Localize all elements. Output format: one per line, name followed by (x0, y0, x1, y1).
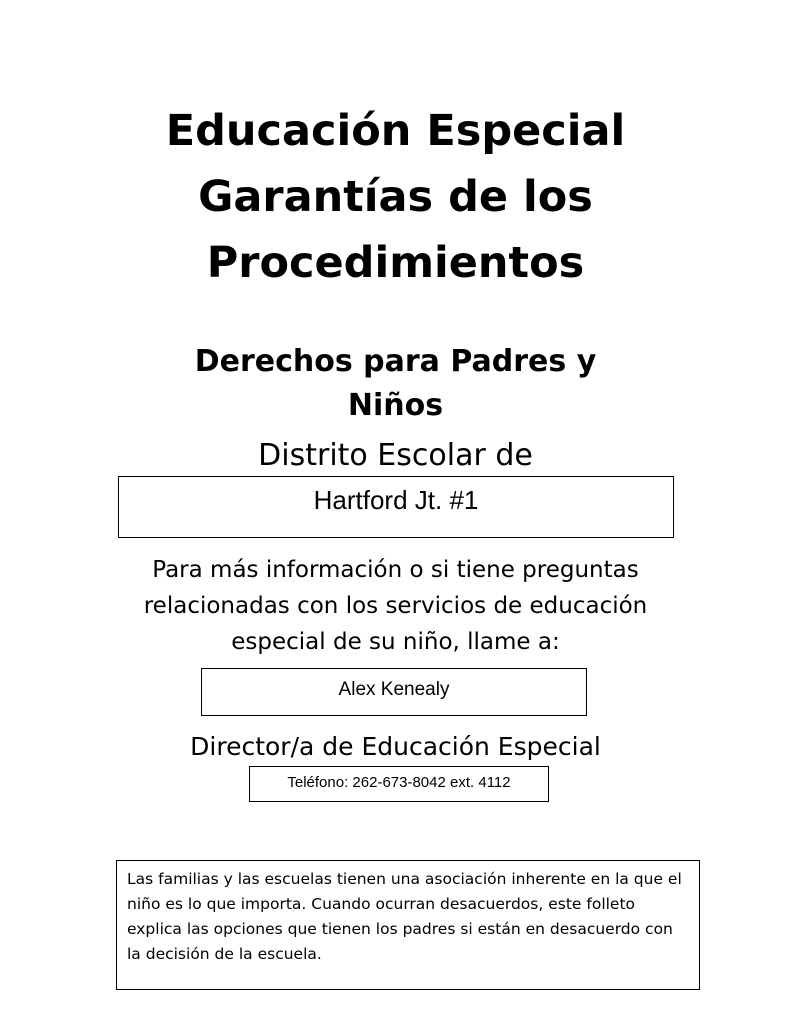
note-box (116, 860, 700, 990)
info-line-1: Para más información o si tiene preguntas (152, 557, 639, 583)
district-name-box (118, 476, 674, 538)
title-line-3: Procedimientos (206, 238, 585, 288)
district-name: Hartford Jt. #1 (313, 485, 479, 515)
subtitle-line-2: Niños (347, 388, 444, 423)
contact-name-box (201, 668, 587, 716)
subtitle-line-1: Derechos para Padres y (194, 344, 597, 379)
note-text: Las familias y las escuelas tienen una asociación inherente en la que el niño es lo que importa. Cuando ocurran desacuerdos, este folleto explica las opciones que tienen los padres si están en desacuerdo con la decisión de la escuela. (127, 870, 682, 963)
district-label: Distrito Escolar de (258, 438, 533, 473)
title-line-2: Garantías de los (198, 172, 593, 222)
info-text (0, 552, 791, 660)
info-line-3: especial de su niño, llame a: (231, 629, 560, 655)
contact-phone: Teléfono: 262-673-8042 ext. 4112 (287, 774, 511, 791)
title-line-1: Educación Especial (165, 106, 626, 156)
document-title (0, 98, 791, 296)
contact-name: Alex Kenealy (338, 679, 450, 700)
contact-phone-box (249, 766, 549, 802)
info-line-2: relacionadas con los servicios de educación (143, 593, 648, 619)
contact-role: Director/a de Educación Especial (190, 732, 601, 761)
subtitle (0, 340, 791, 428)
